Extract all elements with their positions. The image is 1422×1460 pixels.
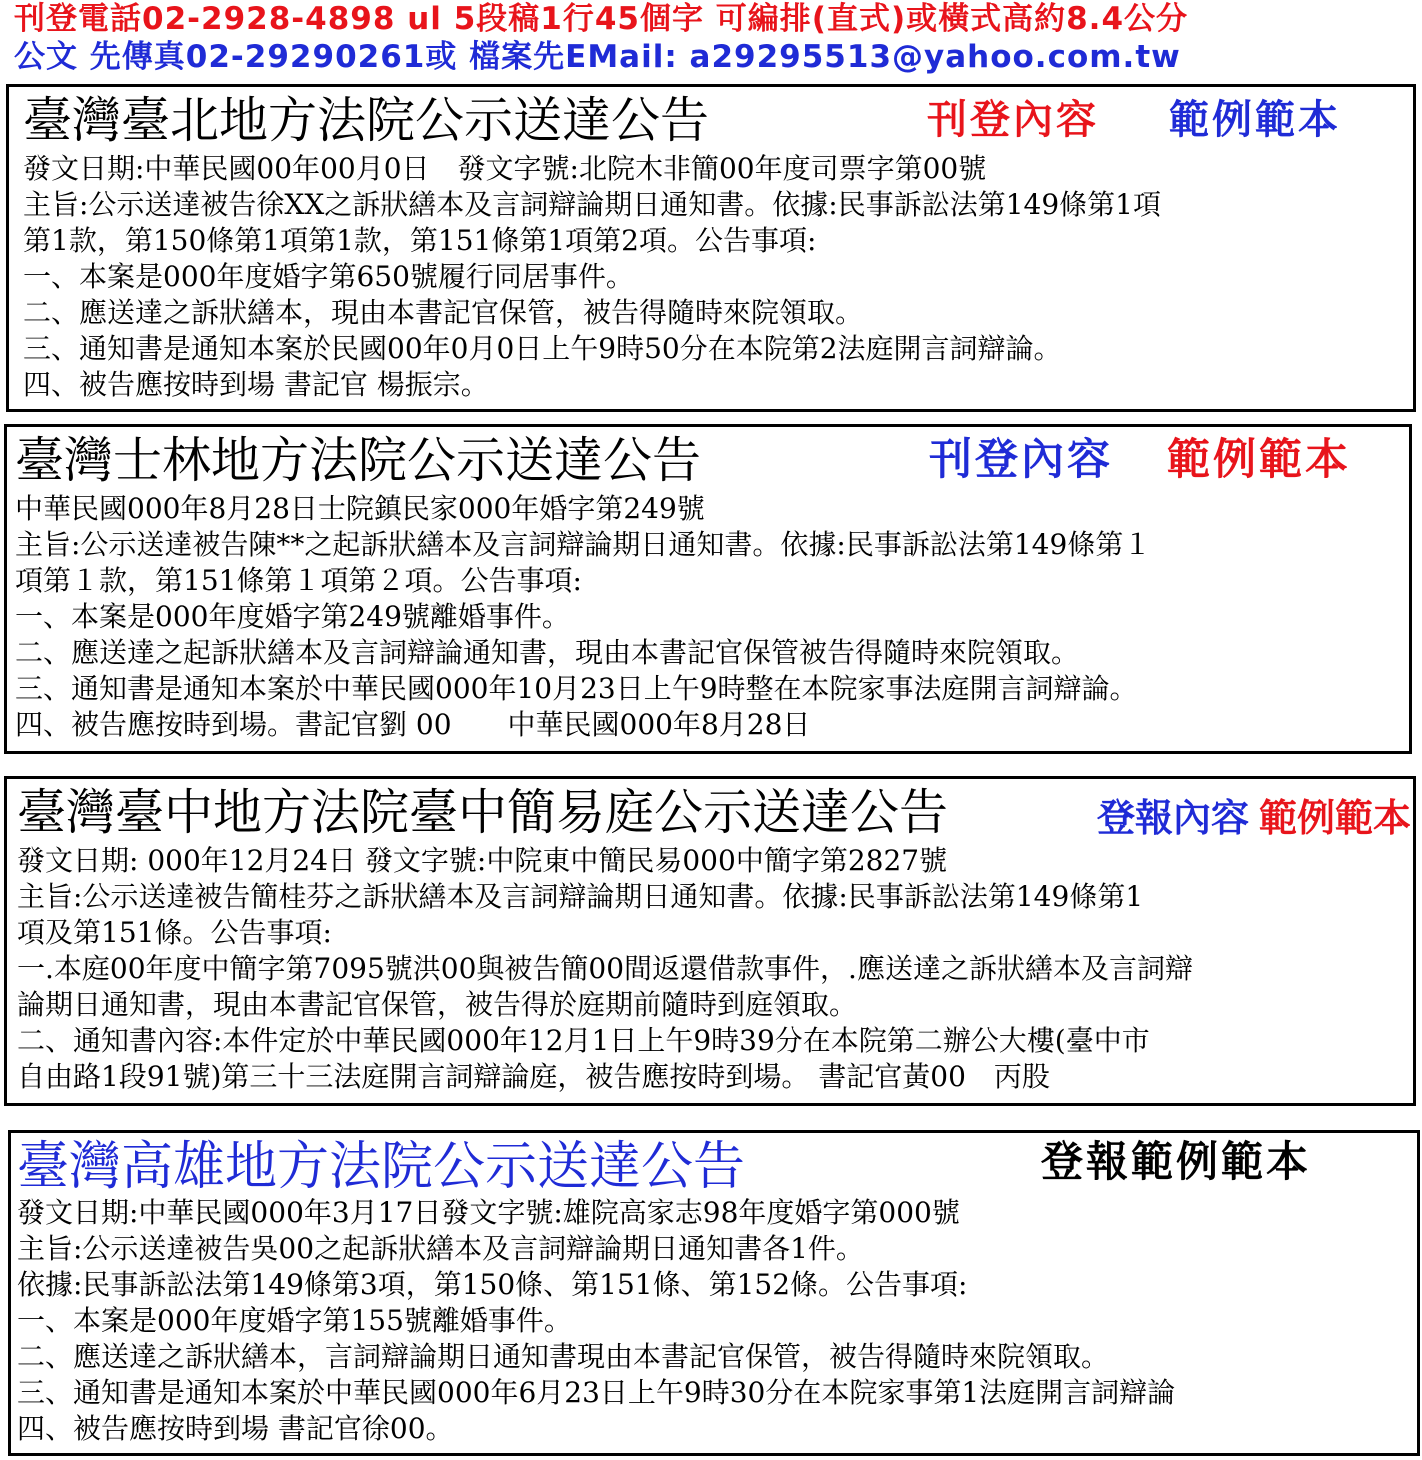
sample-tag-template: 範例範本 bbox=[1167, 435, 1351, 485]
notice-line: 主旨:公示送達被告吳00之起訴狀繕本及言詞辯論期日通知書各1件。 bbox=[17, 1232, 864, 1265]
notice-taichung bbox=[4, 776, 1416, 1106]
notice-taipei bbox=[6, 84, 1416, 412]
sample-tag-content: 刊登內容 bbox=[929, 435, 1113, 485]
notice-line: 發文日期: 000年12月24日 發文字號:中院東中簡民易000中簡字第2827號 bbox=[17, 844, 948, 877]
notice-title: 臺灣士林地方法院公示送達公告 bbox=[15, 432, 702, 489]
notice-line: 四、被告應按時到場。書記官劉 00 中華民國000年8月28日 bbox=[15, 708, 811, 741]
notice-line: 主旨:公示送達被告陳**之起訴狀繕本及言詞辯論期日通知書。依據:民事訴訟法第149條第１ bbox=[15, 528, 1152, 561]
contact-email-line: 公文 先傳真02-29290261或 檔案先EMail: a29295513@yahoo.com.tw bbox=[14, 39, 1181, 75]
notice-line: 二、通知書內容:本件定於中華民國000年12月1日上午9時39分在本院第二辦公大樓(臺中市 bbox=[17, 1024, 1150, 1057]
notice-line: 三、通知書是通知本案於中華民國000年6月23日上午9時30分在本院家事第1法庭開言詞辯論 bbox=[17, 1376, 1176, 1409]
notice-line: 三、通知書是通知本案於中華民國000年10月23日上午9時整在本院家事法庭開言詞辯論。 bbox=[15, 672, 1138, 705]
notice-line: 一、本案是000年度婚字第155號離婚事件。 bbox=[17, 1304, 572, 1337]
notice-line: 一.本庭00年度中簡字第7095號洪00與被告簡00間返還借款事件，.應送達之訴狀繕本及言詞辯 bbox=[17, 952, 1193, 985]
notice-shilin bbox=[4, 424, 1412, 754]
notice-line: 項第１款，第151條第１項第２項。公告事項: bbox=[15, 564, 582, 597]
notice-line: 二、應送達之訴狀繕本，言詞辯論期日通知書現由本書記官保管，被告得隨時來院領取。 bbox=[17, 1340, 1110, 1373]
notice-line: 主旨:公示送達被告徐XX之訴狀繕本及言詞辯論期日通知書。依據:民事訴訟法第149條第1項 bbox=[23, 188, 1161, 221]
notice-line: 發文日期:中華民國000年3月17日發文字號:雄院高家志98年度婚字第000號 bbox=[17, 1196, 960, 1229]
notice-line: 一、本案是000年度婚字第249號離婚事件。 bbox=[15, 600, 570, 633]
notice-line: 項及第151條。公告事項: bbox=[17, 916, 332, 949]
notice-line: 二、應送達之訴狀繕本，現由本書記官保管，被告得隨時來院領取。 bbox=[23, 296, 864, 329]
notice-line: 二、應送達之起訴狀繕本及言詞辯論通知書，現由本書記官保管被告得隨時來院領取。 bbox=[15, 636, 1080, 669]
notice-title: 臺灣臺中地方法院臺中簡易庭公示送達公告 bbox=[17, 784, 949, 841]
contact-phone-line: 刊登電話02-2928-4898 ul 5段稿1行45個字 可編排(直式)或橫式高約8.4公分 bbox=[14, 1, 1189, 37]
sample-tag-template: 登報範例範本 bbox=[1041, 1137, 1312, 1186]
notice-line: 三、通知書是通知本案於民國00年0月0日上午9時50分在本院第2法庭開言詞辯論。 bbox=[23, 332, 1062, 365]
sample-tag-template: 範例範本 bbox=[1169, 97, 1341, 143]
contact-header bbox=[14, 0, 1414, 76]
notice-line: 一、本案是000年度婚字第650號履行同居事件。 bbox=[23, 260, 634, 293]
notice-line: 中華民國000年8月28日士院鎮民家000年婚字第249號 bbox=[15, 492, 705, 525]
notice-kaohsiung bbox=[8, 1130, 1420, 1456]
notice-line: 第1款，第150條第1項第1款，第151條第1項第2項。公告事項: bbox=[23, 224, 817, 257]
notice-line: 四、被告應按時到場 書記官 楊振宗。 bbox=[23, 368, 489, 401]
sample-tag-content: 登報內容 bbox=[1097, 796, 1250, 840]
sample-tag-template: 範例範本 bbox=[1259, 796, 1412, 840]
notice-line: 主旨:公示送達被告簡桂芬之訴狀繕本及言詞辯論期日通知書。依據:民事訴訟法第149條第1 bbox=[17, 880, 1144, 913]
notice-line: 論期日通知書，現由本書記官保管，被告得於庭期前隨時到庭領取。 bbox=[17, 988, 858, 1021]
notice-title: 臺灣高雄地方法院公示送達公告 bbox=[17, 1137, 746, 1197]
notice-title: 臺灣臺北地方法院公示送達公告 bbox=[23, 92, 710, 149]
notice-line: 自由路1段91號)第三十三法庭開言詞辯論庭，被告應按時到場。 書記官黃00 丙股 bbox=[17, 1060, 1050, 1093]
notice-line: 依據:民事訴訟法第149條第3項，第150條、第151條、第152條。公告事項: bbox=[17, 1268, 968, 1301]
sample-tag-content: 刊登內容 bbox=[927, 97, 1099, 143]
notice-line: 發文日期:中華民國00年00月0日 發文字號:北院木非簡00年度司票字第00號 bbox=[23, 152, 987, 185]
notice-line: 四、被告應按時到場 書記官徐00。 bbox=[17, 1412, 454, 1445]
